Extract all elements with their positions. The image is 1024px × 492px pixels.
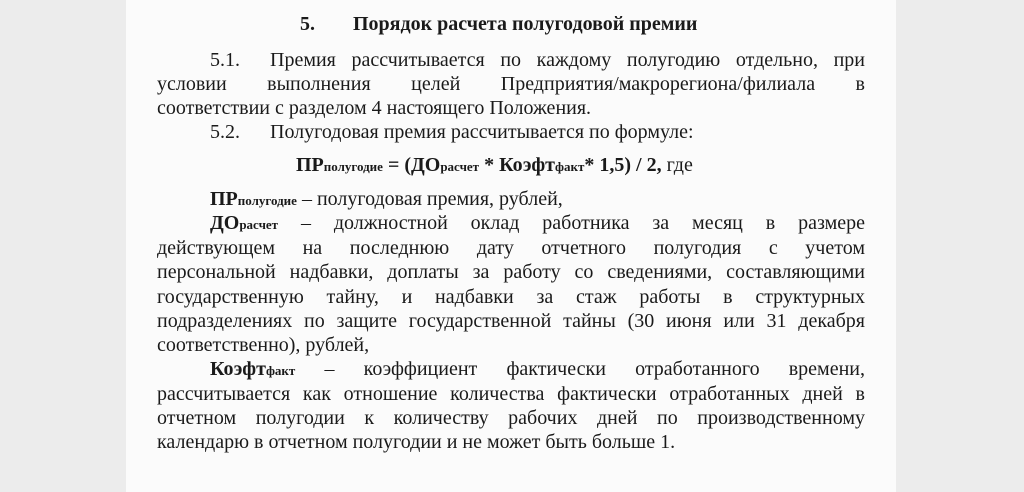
def-koef-line2: рассчитывается как отношение количества фактически отработанных дней в xyxy=(157,383,865,405)
def-do-line5: подразделениях по защите государственной тайны (30 июня или 31 декабря xyxy=(157,310,865,332)
formula: ПРполугодие = (ДОрасчет * Коэфтфакт* 1,5) / 2, где xyxy=(296,154,693,176)
def-do-line6: соответственно), рублей, xyxy=(157,334,370,356)
p52-number: 5.2. xyxy=(210,121,240,143)
section-number: 5. xyxy=(300,13,315,35)
def-do-line3: персональной надбавки, доплаты за работу со сведениями, составляющими xyxy=(157,261,865,283)
def-do-line2: действующем на последнюю дату отчетного полугодия с учетом xyxy=(157,237,865,259)
p51-line2: условии выполнения целей Предприятия/макрорегиона/филиала в xyxy=(157,73,865,95)
def-koef-line3: отчетном полугодии к количеству рабочих дней по производственному xyxy=(157,407,865,429)
def-do-line4: государственную тайну, и надбавки за стаж работы в структурных xyxy=(157,286,865,308)
p51-number: 5.1. xyxy=(210,49,240,71)
def-koef-line1: Коэфтфакт – коэффициент фактически отработанного времени, xyxy=(210,358,865,380)
section-title: Порядок расчета полугодовой премии xyxy=(353,13,698,35)
p51-line1: 5.1. Премия рассчитывается по каждому полугодию отдельно, при xyxy=(210,49,865,71)
section-heading xyxy=(300,12,697,36)
p52-line: 5.2. Полугодовая премия рассчитывается по формуле: xyxy=(210,121,694,143)
def-pr: ПРполугодие – полугодовая премия, рублей, xyxy=(210,188,563,210)
def-do-line1: ДОрасчет – должностной оклад работника за месяц в размере xyxy=(210,212,865,234)
p51-line3: соответствии с разделом 4 настоящего Положения. xyxy=(157,97,592,119)
def-koef-line4: календарю в отчетном полугодии и не может быть больше 1. xyxy=(157,431,676,453)
